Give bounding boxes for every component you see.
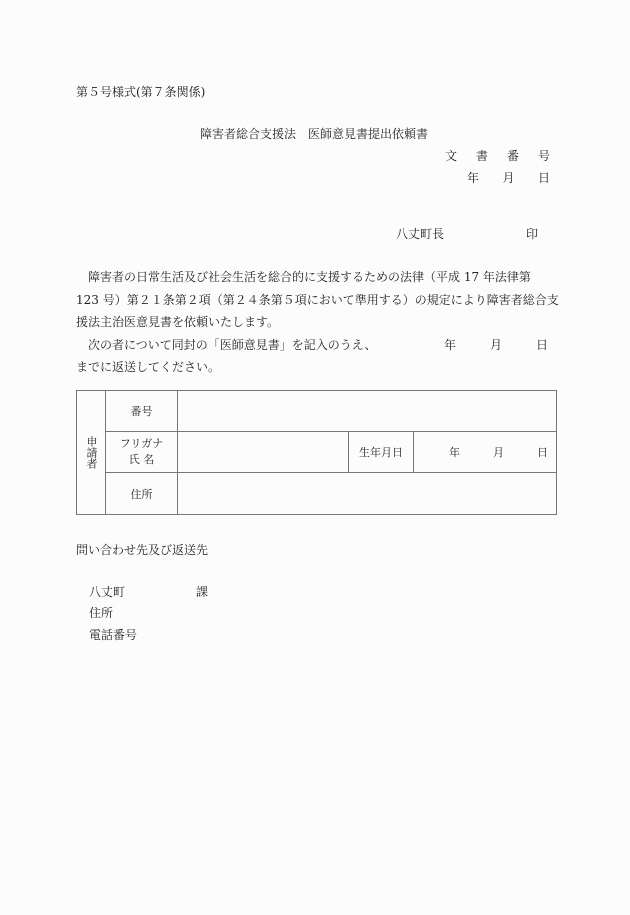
return-day-label: 日	[536, 337, 549, 352]
body-line-text: 次の者について同封の「医師意見書」を記入のうえ、	[88, 337, 377, 352]
request-body	[76, 266, 559, 379]
doc-number-char: 文	[445, 149, 458, 163]
table-row-address	[77, 473, 557, 515]
seal-mark: 印	[526, 227, 539, 241]
body-line: 123 号）第２１条第２項（第２４条第５項において準用する）の規定により障害者総合支	[76, 292, 559, 307]
dob-label-cell	[349, 432, 414, 473]
dob-label: 生年月日	[359, 446, 403, 459]
doc-number-char: 番	[506, 149, 519, 163]
dob-value-field[interactable]	[414, 432, 557, 473]
furigana-label: フリガナ	[119, 437, 164, 450]
contact-address-label: 住所	[89, 606, 114, 620]
form-number: 第５号様式(第７条関係)	[76, 85, 206, 99]
issue-date	[467, 172, 550, 184]
body-line-return-request	[76, 334, 556, 357]
name-label-cell	[106, 432, 178, 473]
number-value-field[interactable]	[178, 391, 557, 432]
table-row-number	[77, 391, 557, 432]
issue-month-label: 月	[502, 171, 515, 185]
document-title: 障害者総合支援法 医師意見書提出依頼書	[200, 127, 429, 141]
number-label: 番号	[130, 405, 153, 418]
doc-number-char: 号	[537, 149, 550, 163]
address-value-field[interactable]	[178, 473, 557, 515]
contact-department: 八丈町	[89, 585, 126, 599]
name-label: 氏 名	[128, 453, 155, 466]
issue-day-label: 日	[537, 171, 550, 185]
address-label-cell	[106, 473, 178, 515]
number-label-cell	[106, 391, 178, 432]
applicant-group-label: 申請者	[85, 436, 99, 469]
applicant-group-label-cell	[77, 391, 106, 515]
body-line: 障害者の日常生活及び社会生活を総合的に支援するための法律（平成 17 年法律第	[88, 270, 531, 284]
return-month-label: 月	[490, 337, 503, 352]
address-label: 住所	[130, 487, 153, 501]
table-row-name	[77, 432, 557, 473]
name-value-field[interactable]	[178, 432, 349, 473]
body-line: までに返送してください。	[76, 360, 221, 374]
contact-phone-label: 電話番号	[89, 628, 138, 642]
applicant-table	[76, 390, 557, 515]
return-year-label: 年	[444, 337, 457, 352]
contact-heading: 問い合わせ先及び返送先	[76, 543, 209, 557]
doc-number-char: 書	[475, 149, 488, 163]
dob-day-label: 日	[537, 446, 549, 459]
body-line: 援法主治医意見書を依頼いたします。	[76, 315, 280, 329]
issue-year-label: 年	[467, 171, 480, 185]
sender-name: 八丈町長	[396, 227, 445, 241]
contact-department-suffix: 課	[196, 585, 209, 599]
dob-year-label: 年	[449, 446, 461, 459]
document-number-label	[445, 150, 550, 162]
dob-month-label: 月	[493, 446, 505, 459]
